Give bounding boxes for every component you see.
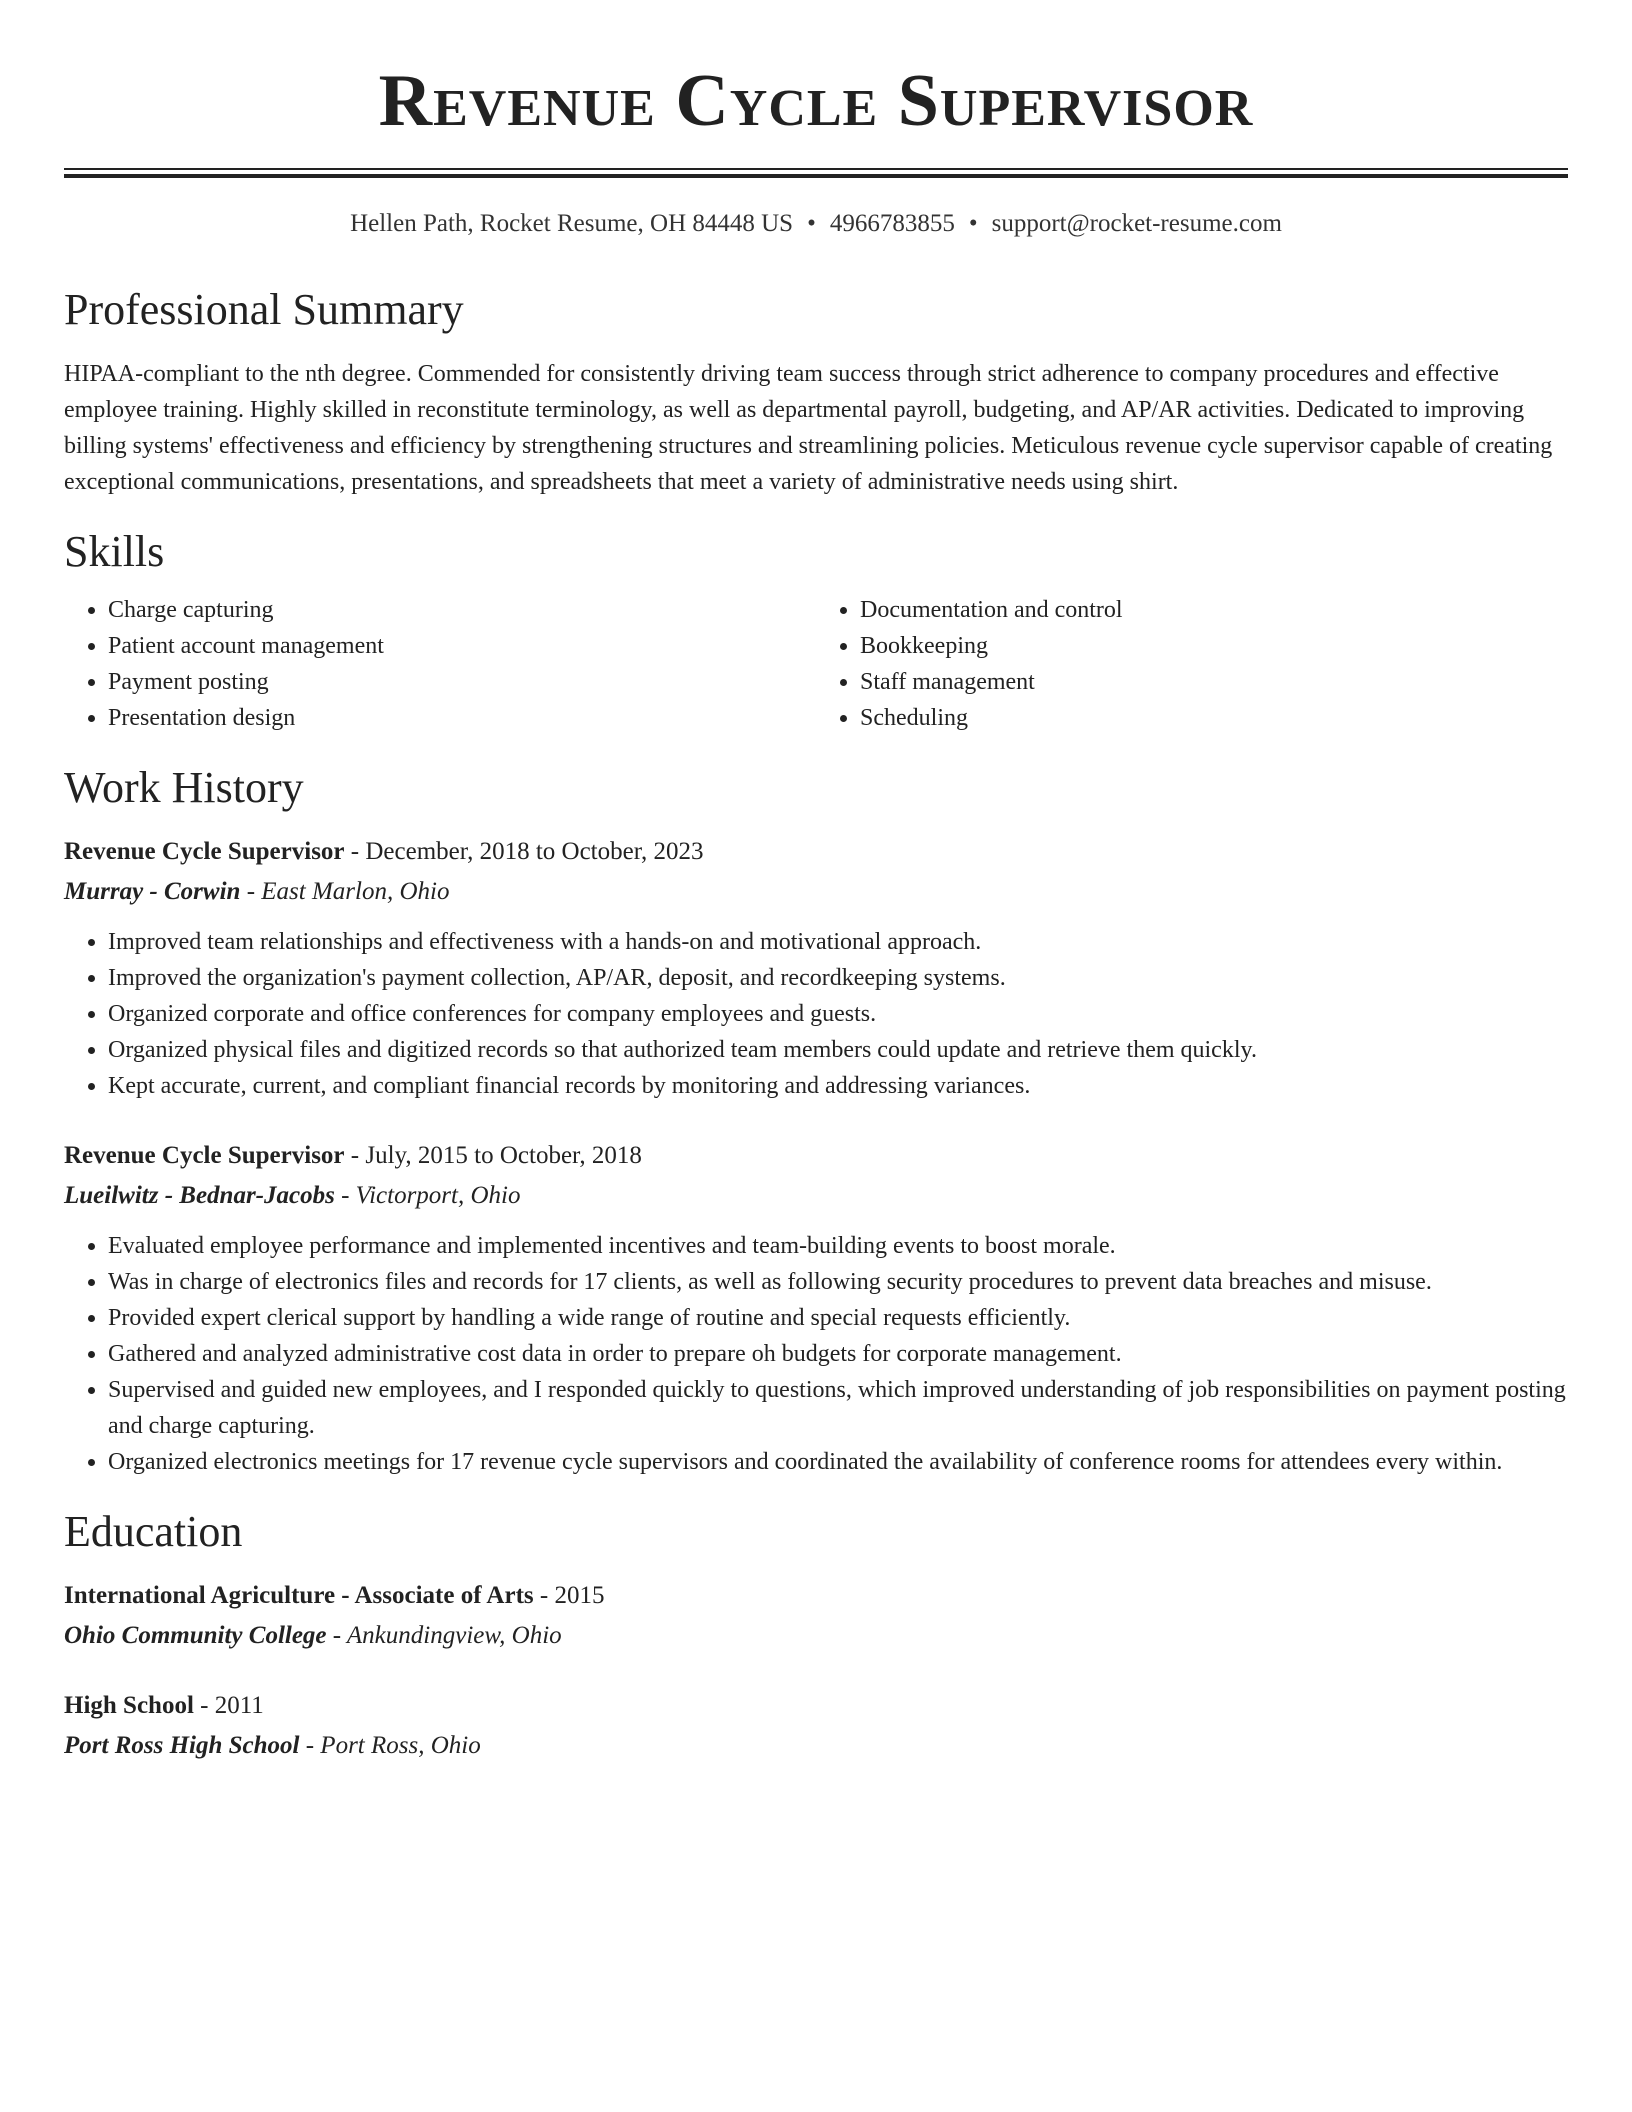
- education-degree: High School: [64, 1692, 194, 1719]
- skills-list: [64, 592, 1568, 736]
- section-heading-work: Work History: [64, 763, 304, 812]
- skill-item: • Bookkeeping: [860, 628, 1568, 664]
- skills-column-left: [64, 592, 816, 736]
- skill-item: • Scheduling: [860, 700, 1568, 736]
- job-bullet: • Supervised and guided new employees, and I responded quickly to questions, which improved understanding of job responsibilities on payment posting and charge capturing.: [108, 1372, 1568, 1444]
- job-entry: [64, 1136, 1568, 1480]
- contact-separator: •: [807, 210, 816, 237]
- skill-item: • Charge capturing: [108, 592, 816, 628]
- job-bullets: [64, 1228, 1568, 1480]
- job-bullet: • Kept accurate, current, and compliant financial records by monitoring and addressing variances.: [108, 1068, 1568, 1104]
- education-school-line: [64, 1726, 1568, 1766]
- job-bullet: • Provided expert clerical support by handling a wide range of routine and special requests efficiently.: [108, 1300, 1568, 1336]
- contact-email: support@rocket-resume.com: [991, 210, 1282, 237]
- job-title-line: [64, 832, 1568, 872]
- resume-name: Revenue Cycle Supervisor: [378, 60, 1254, 142]
- education-entry: [64, 1576, 1568, 1656]
- job-bullet: • Improved team relationships and effectiveness with a hands-on and motivational approach.: [108, 924, 1568, 960]
- education-degree-line: [64, 1576, 1568, 1616]
- job-company: Murray - Corwin: [64, 878, 241, 905]
- skills-column-right: [816, 592, 1568, 736]
- skill-item: • Staff management: [860, 664, 1568, 700]
- education-school: Ohio Community College: [64, 1622, 327, 1649]
- job-bullet: • Evaluated employee performance and implemented incentives and team-building events to boost morale.: [108, 1228, 1568, 1264]
- section-heading-skills: Skills: [64, 527, 165, 576]
- skill-item: • Payment posting: [108, 664, 816, 700]
- job-bullets: [64, 924, 1568, 1104]
- contact-phone: 4966783855: [829, 210, 955, 237]
- skill-item: • Documentation and control: [860, 592, 1568, 628]
- job-dates: - July, 2015 to October, 2018: [344, 1142, 642, 1169]
- job-title: Revenue Cycle Supervisor: [64, 1142, 345, 1169]
- skill-item: • Presentation design: [108, 700, 816, 736]
- job-entry: [64, 832, 1568, 1104]
- job-location: - East Marlon, Ohio: [240, 878, 450, 905]
- education-degree-line: [64, 1686, 1568, 1726]
- job-company-line: [64, 1176, 1568, 1216]
- job-bullet: • Organized electronics meetings for 17 revenue cycle supervisors and coordinated the availability of conference rooms for attendees every within.: [108, 1444, 1568, 1480]
- education-entry: [64, 1686, 1568, 1766]
- summary-text: HIPAA-compliant to the nth degree. Commended for consistently driving team success through strict adherence to company procedures and effective employee training. Highly skilled in reconstitute terminology, as well as departmental payroll, budgeting, and AP/AR activities. Dedicated to improving billing systems' effectiveness and efficiency by strengthening structures and streamlining policies. Meticulous revenue cycle supervisor capable of creating exceptional communications, presentations, and spreadsheets that meet a variety of administrative needs using shirt.: [64, 361, 1553, 495]
- job-bullet: • Organized corporate and office conferences for company employees and guests.: [108, 996, 1568, 1032]
- job-title-line: [64, 1136, 1568, 1176]
- contact-separator: •: [968, 210, 978, 237]
- header-divider: [64, 168, 1568, 178]
- contact-address: Hellen Path, Rocket Resume, OH 84448 US: [350, 210, 794, 237]
- education-year: - 2015: [533, 1582, 605, 1609]
- education-location: - Ankundingview, Ohio: [326, 1622, 562, 1649]
- job-location: - Victorport, Ohio: [334, 1182, 521, 1209]
- section-heading-summary: Professional Summary: [64, 285, 464, 334]
- job-company-line: [64, 872, 1568, 912]
- job-bullet: • Organized physical files and digitized records so that authorized team members could update and retrieve them quickly.: [108, 1032, 1568, 1068]
- job-bullet: • Improved the organization's payment collection, AP/AR, deposit, and recordkeeping systems.: [108, 960, 1568, 996]
- contact-line: [64, 208, 1568, 240]
- education-school-line: [64, 1616, 1568, 1656]
- education-year: - 2011: [193, 1692, 264, 1719]
- education-degree: International Agriculture - Associate of Arts: [64, 1582, 534, 1609]
- section-heading-education: Education: [64, 1507, 243, 1556]
- job-bullet: • Was in charge of electronics files and records for 17 clients, as well as following security procedures to prevent data breaches and misuse.: [108, 1264, 1568, 1300]
- skill-item: • Patient account management: [108, 628, 816, 664]
- education-location: - Port Ross, Ohio: [299, 1732, 481, 1759]
- job-company: Lueilwitz - Bednar-Jacobs: [64, 1182, 335, 1209]
- job-bullet: • Gathered and analyzed administrative cost data in order to prepare oh budgets for corporate management.: [108, 1336, 1568, 1372]
- education-school: Port Ross High School: [64, 1732, 300, 1759]
- job-dates: - December, 2018 to October, 2023: [344, 838, 704, 865]
- job-title: Revenue Cycle Supervisor: [64, 838, 345, 865]
